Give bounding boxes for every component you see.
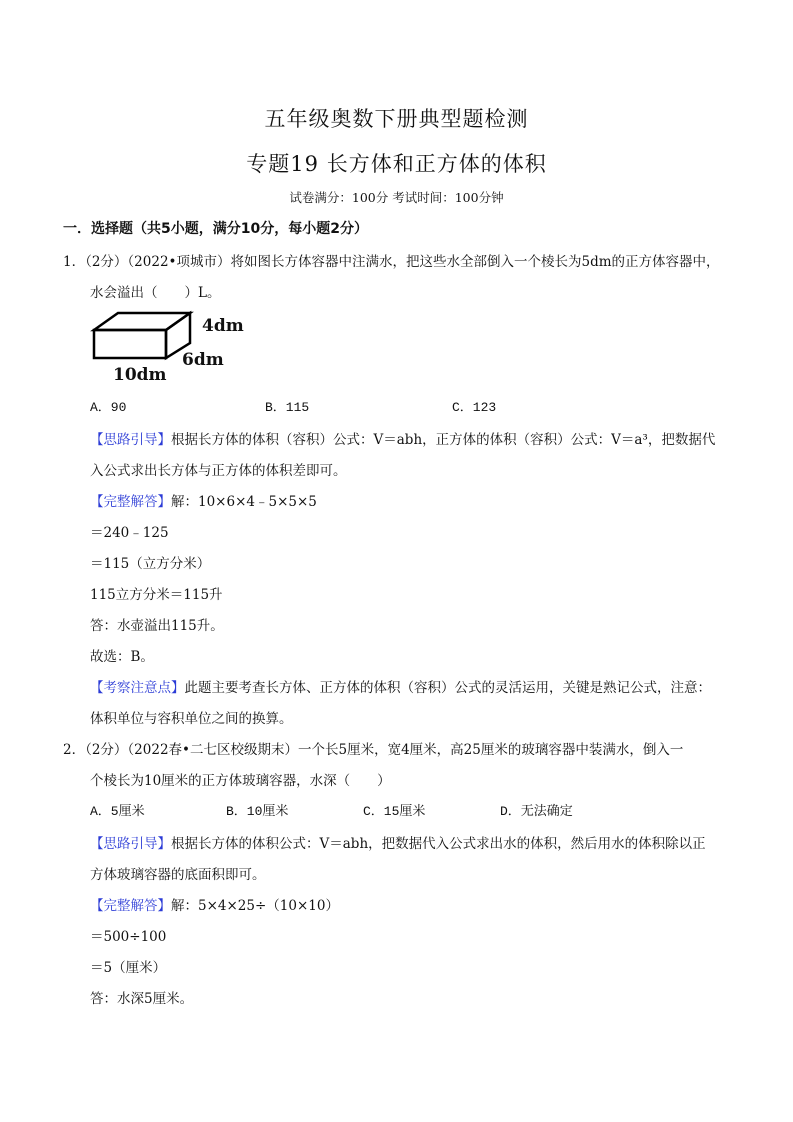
- q2-answer-line3: ＝5（厘米）: [90, 960, 167, 976]
- figure-label-height: 4dm: [202, 316, 244, 336]
- note-text: 此题主要考查长方体、正方体的体积（容积）公式的灵活运用，关键是熟记公式，注意：: [184, 680, 711, 696]
- answer-text: 解：10×6×4﹣5×5×5: [171, 494, 317, 510]
- q2-stem-line1: 2．（2分）（2022春•二七区校级期末）一个长5厘米，宽4厘米，高25厘米的玻璃容器中装满水，倒入一: [63, 742, 684, 758]
- q2-hint-line1: [90, 832, 706, 852]
- note-label: 【考察注意点】: [90, 680, 185, 696]
- q1-answer-line1: [90, 490, 317, 510]
- answer-text: 解：5×4×25÷（10×10）: [171, 898, 339, 914]
- q1-hint-line1: [90, 428, 715, 448]
- q2-option-d: D．无法确定: [500, 804, 573, 819]
- q1-answer-line5: 答：水壶溢出115升。: [90, 618, 224, 634]
- q1-answer-line2: ＝240﹣125: [90, 525, 169, 541]
- document-title: 五年级奥数下册典型题检测: [264, 107, 529, 131]
- figure-label-width: 6dm: [182, 350, 224, 370]
- answer-label: 【完整解答】: [90, 898, 171, 914]
- q2-answer-line1: [90, 894, 339, 914]
- exam-meta: 试卷满分：100分 考试时间：100分钟: [289, 190, 504, 205]
- q1-answer-line6: 故选：B。: [90, 649, 154, 665]
- q2-answer-line4: 答：水深5厘米。: [90, 991, 194, 1007]
- q1-option-a: A．90: [90, 400, 127, 415]
- q2-answer-line2: ＝500÷100: [90, 929, 167, 945]
- q1-hint-line2: 入公式求出长方体与正方体的体积差即可。: [90, 463, 347, 479]
- answer-label: 【完整解答】: [90, 494, 171, 510]
- hint-label: 【思路引导】: [90, 432, 171, 448]
- hint-label: 【思路引导】: [90, 836, 171, 852]
- q2-hint-line2: 方体玻璃容器的底面积即可。: [90, 867, 266, 883]
- q1-answer-line4: 115立方分米＝115升: [90, 587, 223, 603]
- q1-stem-line2: 水会溢出（ ）L。: [90, 285, 221, 301]
- section-heading: 一．选择题（共5小题，满分10分，每小题2分）: [63, 221, 368, 237]
- q1-answer-line3: ＝115（立方分米）: [90, 556, 211, 572]
- q2-stem-line2: 个棱长为10厘米的正方体玻璃容器，水深（ ）: [90, 773, 391, 789]
- document-subtitle: 专题19 长方体和正方体的体积: [246, 152, 547, 176]
- q2-option-b: B．10厘米: [226, 804, 289, 819]
- q1-note-line1: [90, 676, 711, 696]
- q1-option-b: B．115: [265, 400, 310, 415]
- q1-option-c: C．123: [452, 400, 497, 415]
- hint-text: 根据长方体的体积公式：V＝abh，把数据代入公式求出水的体积，然后用水的体积除以正: [171, 836, 706, 852]
- q2-option-a: A．5厘米: [90, 804, 145, 819]
- q1-note-line2: 体积单位与容积单位之间的换算。: [90, 711, 293, 727]
- q2-option-c: C．15厘米: [363, 804, 426, 819]
- figure-label-length: 10dm: [113, 365, 167, 385]
- q1-stem-line1: 1．（2分）（2022•项城市）将如图长方体容器中注满水，把这些水全部倒入一个棱长为5dm的正方体容器中，: [63, 254, 720, 270]
- hint-text: 根据长方体的体积（容积）公式：V＝abh，正方体的体积（容积）公式：V＝a³，把数据代: [171, 432, 716, 448]
